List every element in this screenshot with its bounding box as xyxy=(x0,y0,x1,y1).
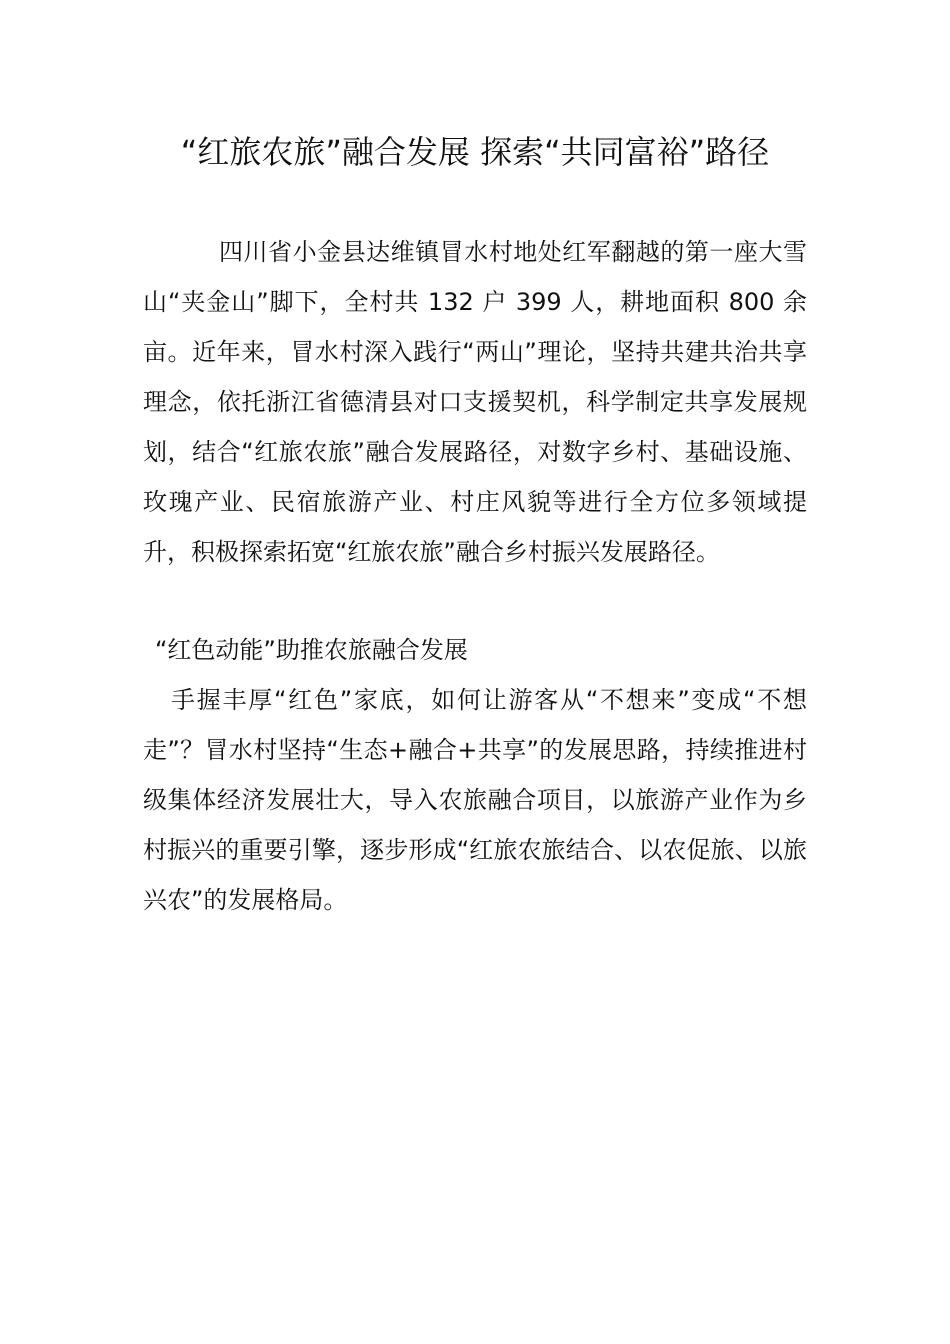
document-title: “红旅农旅”融合发展 探索“共同富裕”路径 xyxy=(180,133,770,171)
body-paragraph-1: 四川省小金县达维镇冒水村地处红军翻越的第一座大雪山“夹金山”脚下，全村共 132 户 399 人，耕地面积 800 余亩。近年来，冒水村深入践行“两山”理论，坚持共建共治共享理念，依托浙江省德清县对口支援契机，科学制定共享发展规划，结合“红旅农旅”融合发展路径，对数字乡村、基础设施、玫瑰产业、民宿旅游产业、村庄风貌等进行全方位多领域提升，积极探索拓宽“红旅农旅”融合乡村振兴发展路径。 xyxy=(143,238,807,566)
section-heading: “红色动能”助推农旅融合发展 xyxy=(155,636,468,664)
body-paragraph-2: 手握丰厚“红色”家底，如何让游客从“不想来”变成“不想走”？冒水村坚持“生态+融合+共享”的发展思路，持续推进村级集体经济发展壮大，导入农旅融合项目，以旅游产业作为乡村振兴的重要引擎，逐步形成“红旅农旅结合、以农促旅、以旅兴农”的发展格局。 xyxy=(143,686,807,914)
